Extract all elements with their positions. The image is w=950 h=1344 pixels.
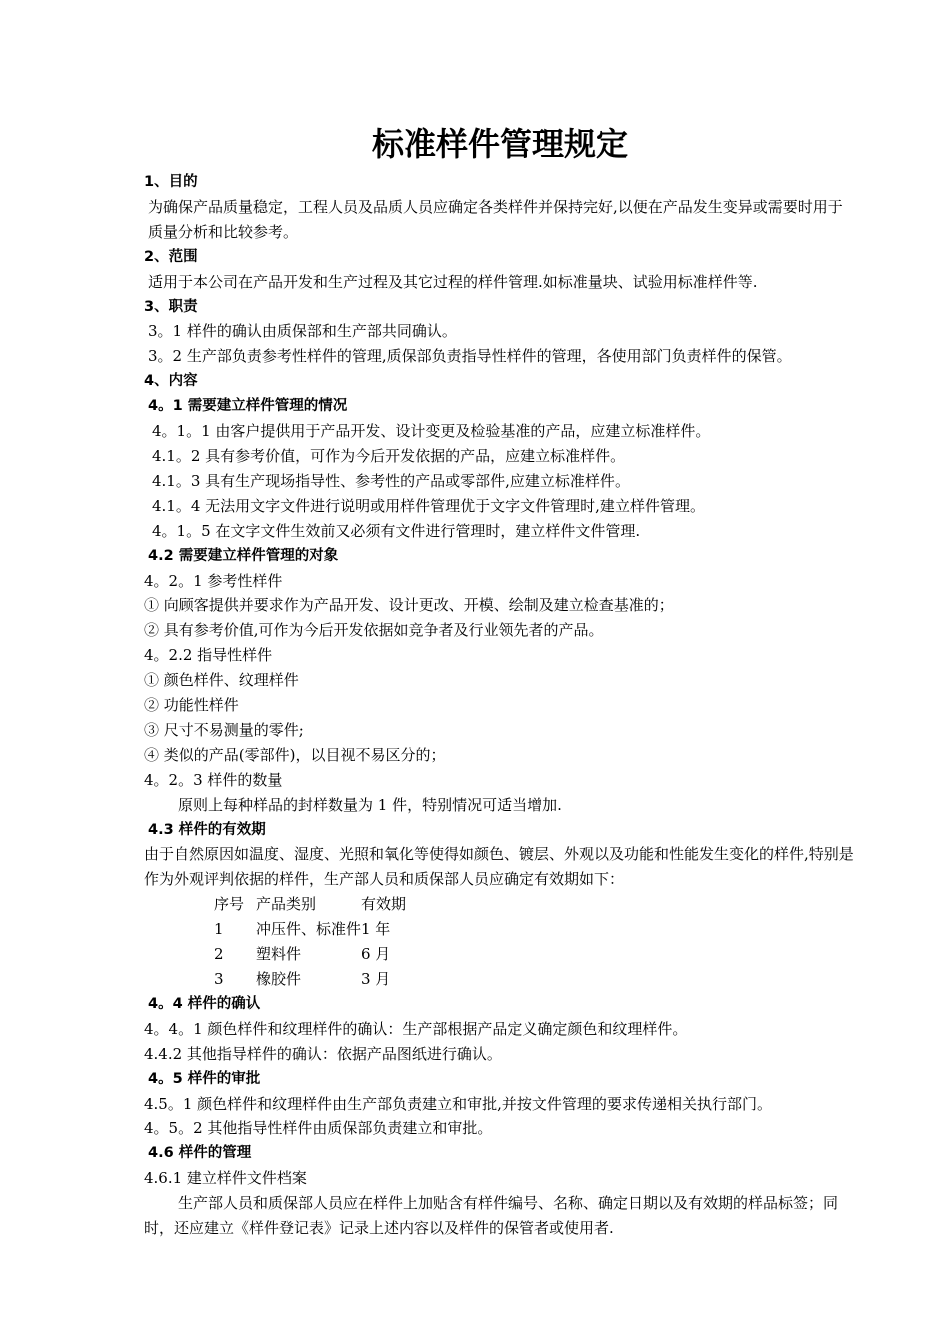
section-4-2-2-item: ① 颜色样件、纹理样件 — [144, 671, 299, 690]
table-cell: 6 月 — [361, 945, 391, 964]
table-row — [144, 942, 856, 967]
section-2-heading: 2、范围 — [144, 248, 198, 265]
section-4-4-heading: 4。4 样件的确认 — [148, 995, 261, 1012]
section-4-heading: 4、内容 — [144, 373, 198, 390]
section-3-item: 3。1 样件的确认由质保部和生产部共同确认。 — [148, 322, 457, 341]
section-4-5-heading: 4。5 样件的审批 — [148, 1070, 261, 1087]
section-4-5-item: 4.5。1 颜色样件和纹理样件由生产部负责建立和审批,并按文件管理的要求传递相关执行部门。 — [144, 1094, 772, 1113]
section-4-3-heading: 4.3 样件的有效期 — [148, 821, 266, 838]
table-row — [144, 917, 856, 942]
section-4-1-item: 4.1。3 具有生产现场指导性、参考性的产品或零部件,应建立标准样件。 — [152, 471, 630, 490]
section-3-heading: 3、职责 — [144, 298, 198, 315]
section-4-2-1-item: ① 向顾客提供并要求作为产品开发、设计更改、开模、绘制及建立检查基准的； — [144, 596, 674, 615]
section-4-6-1-title: 4.6.1 建立样件文件档案 — [144, 1169, 307, 1188]
table-header-cell: 有效期 — [361, 895, 407, 914]
section-4-2-2-item: ④ 类似的产品(零部件)，以目视不易区分的； — [144, 745, 446, 764]
section-4-1-item: 4。1。1 由客户提供用于产品开发、设计变更及检验基准的产品，应建立标准样件。 — [152, 422, 711, 441]
document-title: 标准样件管理规定 — [371, 125, 628, 163]
section-4-2-2-item: ③ 尺寸不易测量的零件; — [144, 720, 304, 739]
section-4-3-text: 由于自然原因如温度、湿度、光照和氧化等使得如颜色、镀层、外观以及功能和性能发生变化的样件,特别是作为外观评判依据的样件，生产部人员和质保部人员应确定有效期如下： — [144, 845, 854, 889]
section-4-2-3-text: 原则上每种样品的封样数量为 1 件，特别情况可适当增加. — [178, 795, 562, 814]
section-4-4-item: 4。4。1 颜色样件和纹理样件的确认：生产部根据产品定义确定颜色和纹理样件。 — [144, 1019, 688, 1038]
validity-table-header — [144, 892, 856, 917]
table-cell: 1 年 — [361, 920, 391, 939]
table-row — [144, 967, 856, 992]
table-cell: 3 — [214, 970, 224, 988]
section-4-4-item: 4.4.2 其他指导样件的确认：依据产品图纸进行确认。 — [144, 1044, 502, 1063]
section-4-2-1-item: ② 具有参考价值,可作为今后开发依据如竞争者及行业领先者的产品。 — [144, 621, 604, 640]
document-body — [144, 170, 856, 1241]
table-header-cell: 序号 — [214, 895, 245, 914]
section-4-1-heading: 4。1 需要建立样件管理的情况 — [148, 398, 348, 415]
table-cell: 3 月 — [361, 970, 391, 988]
section-4-2-2-item: ② 功能性样件 — [144, 696, 239, 715]
section-4-6-heading: 4.6 样件的管理 — [148, 1145, 252, 1162]
section-4-6-1-text: 生产部人员和质保部人员应在样件上加贴含有样件编号、名称、确定日期以及有效期的样品标签；同时，还应建立《样件登记表》记录上述内容以及样件的保管者或使用者. — [144, 1194, 839, 1238]
section-3-item: 3。2 生产部负责参考性样件的管理,质保部负责指导性样件的管理，各使用部门负责样件的保管。 — [148, 347, 792, 366]
section-4-1-item: 4.1。2 具有参考价值，可作为今后开发依据的产品，应建立标准样件。 — [152, 446, 626, 465]
table-cell: 冲压件、标准件 — [256, 920, 362, 939]
section-1-heading: 1、目的 — [144, 174, 198, 190]
table-cell: 橡胶件 — [256, 970, 302, 988]
section-4-2-3-title: 4。2。3 样件的数量 — [144, 770, 283, 789]
section-4-2-1-title: 4。2。1 参考性样件 — [144, 571, 283, 590]
section-4-2-2-title: 4。2.2 指导性样件 — [144, 646, 273, 665]
section-4-1-item: 4.1。4 无法用文字文件进行说明或用样件管理优于文字文件管理时,建立样件管理。 — [152, 496, 705, 515]
table-cell: 塑料件 — [256, 945, 302, 964]
section-4-1-item: 4。1。5 在文字文件生效前又必须有文件进行管理时，建立样件文件管理. — [152, 521, 641, 540]
section-4-5-item: 4。5。2 其他指导性样件由质保部负责建立和审批。 — [144, 1119, 493, 1138]
table-cell: 1 — [214, 920, 224, 939]
table-header-cell: 产品类别 — [256, 895, 317, 914]
section-2-text: 适用于本公司在产品开发和生产过程及其它过程的样件管理.如标准量块、试验用标准样件等. — [148, 272, 758, 291]
table-cell: 2 — [214, 945, 224, 964]
section-1-text: 为确保产品质量稳定，工程人员及品质人员应确定各类样件并保持完好,以便在产品发生变异或需要时用于质量分析和比较参考。 — [148, 197, 843, 241]
section-4-2-heading: 4.2 需要建立样件管理的对象 — [148, 547, 339, 564]
